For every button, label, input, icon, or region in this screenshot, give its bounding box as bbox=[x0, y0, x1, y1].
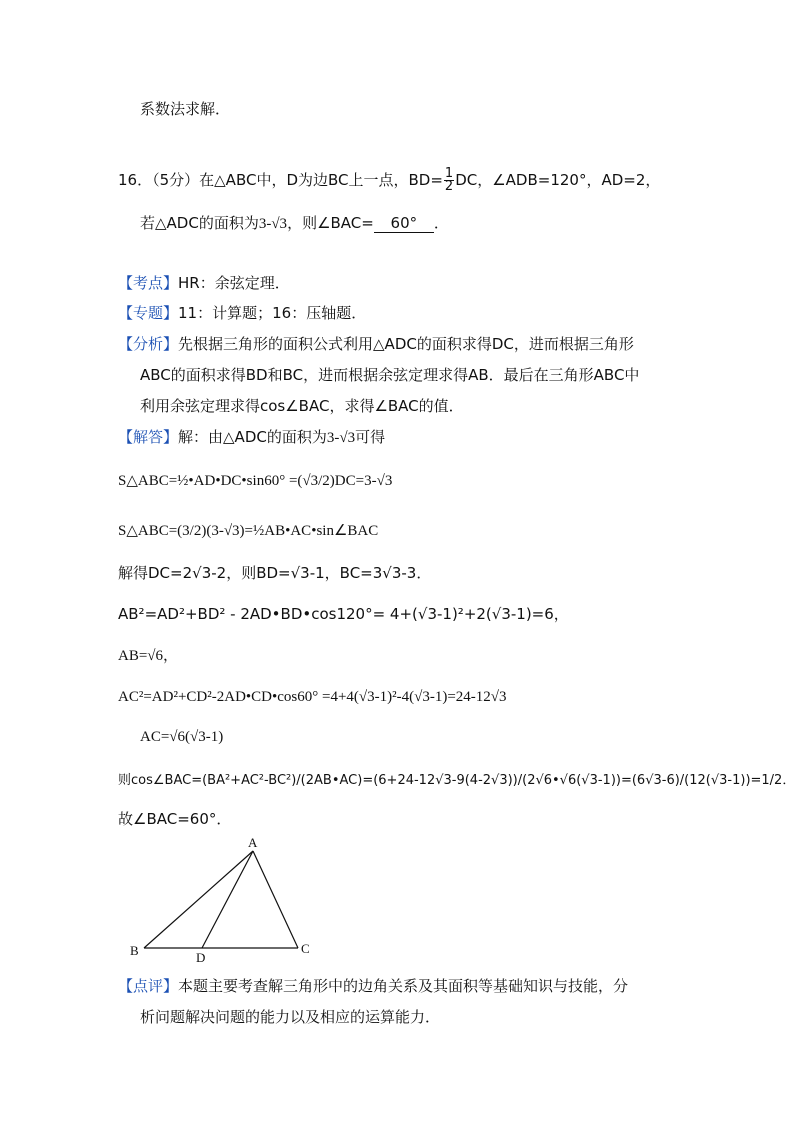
triangle-figure bbox=[120, 835, 320, 965]
solution-area-1: S△ABC=½•AD•DC•sin60° =(√3/2)DC=3-√3 bbox=[118, 473, 393, 489]
problem-text-2: DC，∠ADB=120°，AD=2， bbox=[455, 171, 661, 189]
fenxi-line-1: 【分析】先根据三角形的面积公式利用△ADC的面积求得DC，进而根据三角形 bbox=[118, 335, 634, 353]
fenxi-line-2: ABC的面积求得BD和BC，进而根据余弦定理求得AB．最后在三角形ABC中 bbox=[140, 366, 640, 384]
solution-conclusion: 故∠BAC=60°． bbox=[118, 810, 232, 828]
kaodian-label: 【考点】 bbox=[118, 274, 179, 292]
fenxi-line-3: 利用余弦定理求得cos∠BAC，求得∠BAC的值． bbox=[140, 397, 464, 415]
solution-ab: AB=√6， bbox=[118, 648, 179, 664]
jieda-line: 【解答】解：由△ADC的面积为3-√3可得 bbox=[118, 428, 386, 446]
solution-ab-squared: AB²=AD²+BD² - 2AD•BD•cos120°= 4+(√3-1)²+2(√3-1)=6， bbox=[118, 605, 569, 623]
problem-score: （5分） bbox=[152, 171, 200, 189]
solution-ac-squared: AC²=AD²+CD²-2AD•CD•cos60° =4+4(√3-1)²-4(√3-1)=24-12√3 bbox=[118, 689, 507, 705]
kaodian-line: 【考点】HR：余弦定理． bbox=[118, 274, 290, 292]
zhuanti-label: 【专题】 bbox=[118, 304, 179, 322]
label-a: A bbox=[248, 835, 258, 850]
side-ac bbox=[253, 851, 298, 948]
label-d: D bbox=[196, 950, 206, 965]
fenxi-label: 【分析】 bbox=[118, 335, 179, 353]
fraction-one-half: $\frac{1}{2}$ bbox=[444, 166, 454, 194]
problem-text-1: 在△ABC中，D为边BC上一点，BD= bbox=[199, 171, 443, 189]
dianping-label: 【点评】 bbox=[118, 977, 179, 995]
problem-line-2: 若△ADC的面积为3-√3，则∠BAC= 60° ． bbox=[140, 214, 449, 232]
jieda-label: 【解答】 bbox=[118, 428, 179, 446]
solution-ac: AC=√6(√3-1) bbox=[140, 729, 224, 745]
solution-cos-bac: 则cos∠BAC=(BA²+AC²-BC²)/(2AB•AC)=(6+24-12√3-9(4-2√3))/(2√6•√6(√3-1))=(6√3-6)/(12(√3-1))=1/2． bbox=[118, 773, 796, 788]
problem-line-1 bbox=[118, 165, 660, 195]
problem-number: 16． bbox=[118, 171, 153, 189]
label-c: C bbox=[301, 941, 310, 956]
dianping-line-2: 析问题解决问题的能力以及相应的运算能力． bbox=[140, 1008, 441, 1026]
label-b: B bbox=[130, 943, 139, 958]
solution-area-2: S△ABC=(3/2)(3-√3)=½AB•AC•sin∠BAC bbox=[118, 523, 379, 539]
side-ab bbox=[144, 851, 253, 948]
zhuanti-line: 【专题】11：计算题；16：压轴题． bbox=[118, 304, 367, 322]
area-value: 3-√3 bbox=[258, 216, 288, 232]
solution-dc-bd-bc: 解得DC=2√3-2，则BD=√3-1，BC=3√3-3． bbox=[118, 564, 432, 582]
segment-ad bbox=[202, 851, 253, 948]
intro-line: 系数法求解． bbox=[140, 100, 231, 118]
dianping-line-1: 【点评】本题主要考查解三角形中的边角关系及其面积等基础知识与技能，分 bbox=[118, 977, 629, 995]
answer-blank: 60° bbox=[374, 214, 434, 233]
